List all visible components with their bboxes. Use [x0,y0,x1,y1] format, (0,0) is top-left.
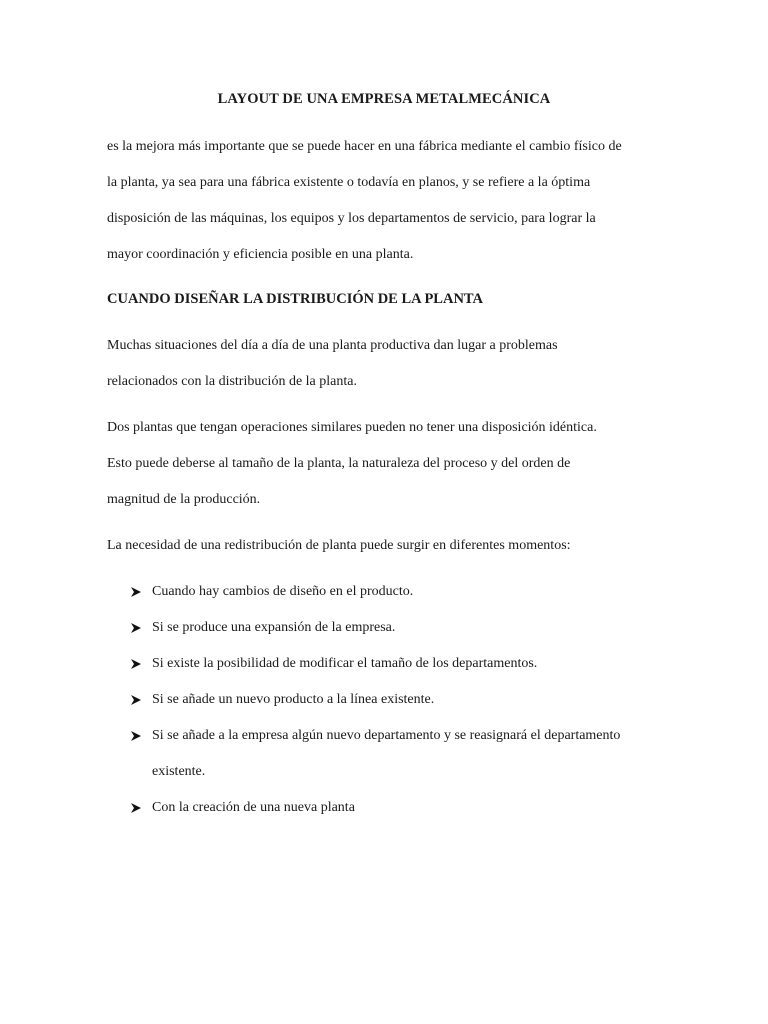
intro-line: es la mejora más importante que se puede hacer en una fábrica mediante el cambio físico de [107,139,622,154]
list-item-text: Si existe la posibilidad de modificar el tamaño de los departamentos. [152,656,538,671]
list-item-text: Si se produce una expansión de la empresa. [152,620,396,635]
bullet-list [131,574,691,826]
list-item [131,682,691,718]
list-item-text: Si se añade a la empresa algún nuevo departamento y se reasignará el departamento [152,728,621,743]
list-item-text: Cuando hay cambios de diseño en el producto. [152,584,414,599]
paragraph-3 [107,528,667,564]
list-item [131,574,691,610]
intro-line: mayor coordinación y eficiencia posible en una planta. [107,247,414,262]
arrowhead-bullet-icon [131,803,141,813]
intro-paragraph [107,129,667,273]
paragraph-line: Esto puede deberse al tamaño de la planta, la naturaleza del proceso y del orden de [107,456,571,471]
list-item [131,646,691,682]
intro-line: disposición de las máquinas, los equipos y los departamentos de servicio, para lograr la [107,211,596,226]
paragraph-line: Muchas situaciones del día a día de una planta productiva dan lugar a problemas [107,338,558,353]
list-item [131,610,691,646]
paragraph-line: magnitud de la producción. [107,492,261,507]
arrowhead-bullet-icon [131,587,141,597]
paragraph-line: La necesidad de una redistribución de planta puede surgir en diferentes momentos: [107,538,571,553]
paragraph-1 [107,328,667,400]
arrowhead-bullet-icon [131,623,141,633]
list-item-text: existente. [152,764,206,779]
document-title: LAYOUT DE UNA EMPRESA METALMECÁNICA [217,91,551,107]
list-item-text: Con la creación de una nueva planta [152,800,355,815]
list-item-text: Si se añade un nuevo producto a la línea existente. [152,692,435,707]
arrowhead-bullet-icon [131,695,141,705]
section-heading: CUANDO DISEÑAR LA DISTRIBUCIÓN DE LA PLANTA [107,291,483,307]
paragraph-line: relacionados con la distribución de la planta. [107,374,357,389]
paragraph-line: Dos plantas que tengan operaciones similares pueden no tener una disposición idéntica. [107,420,597,435]
arrowhead-bullet-icon [131,659,141,669]
list-item [131,790,691,826]
arrowhead-bullet-icon [131,731,141,741]
intro-line: la planta, ya sea para una fábrica existente o todavía en planos, y se refiere a la óptima [107,175,591,190]
list-item [131,718,691,790]
paragraph-2 [107,410,667,518]
